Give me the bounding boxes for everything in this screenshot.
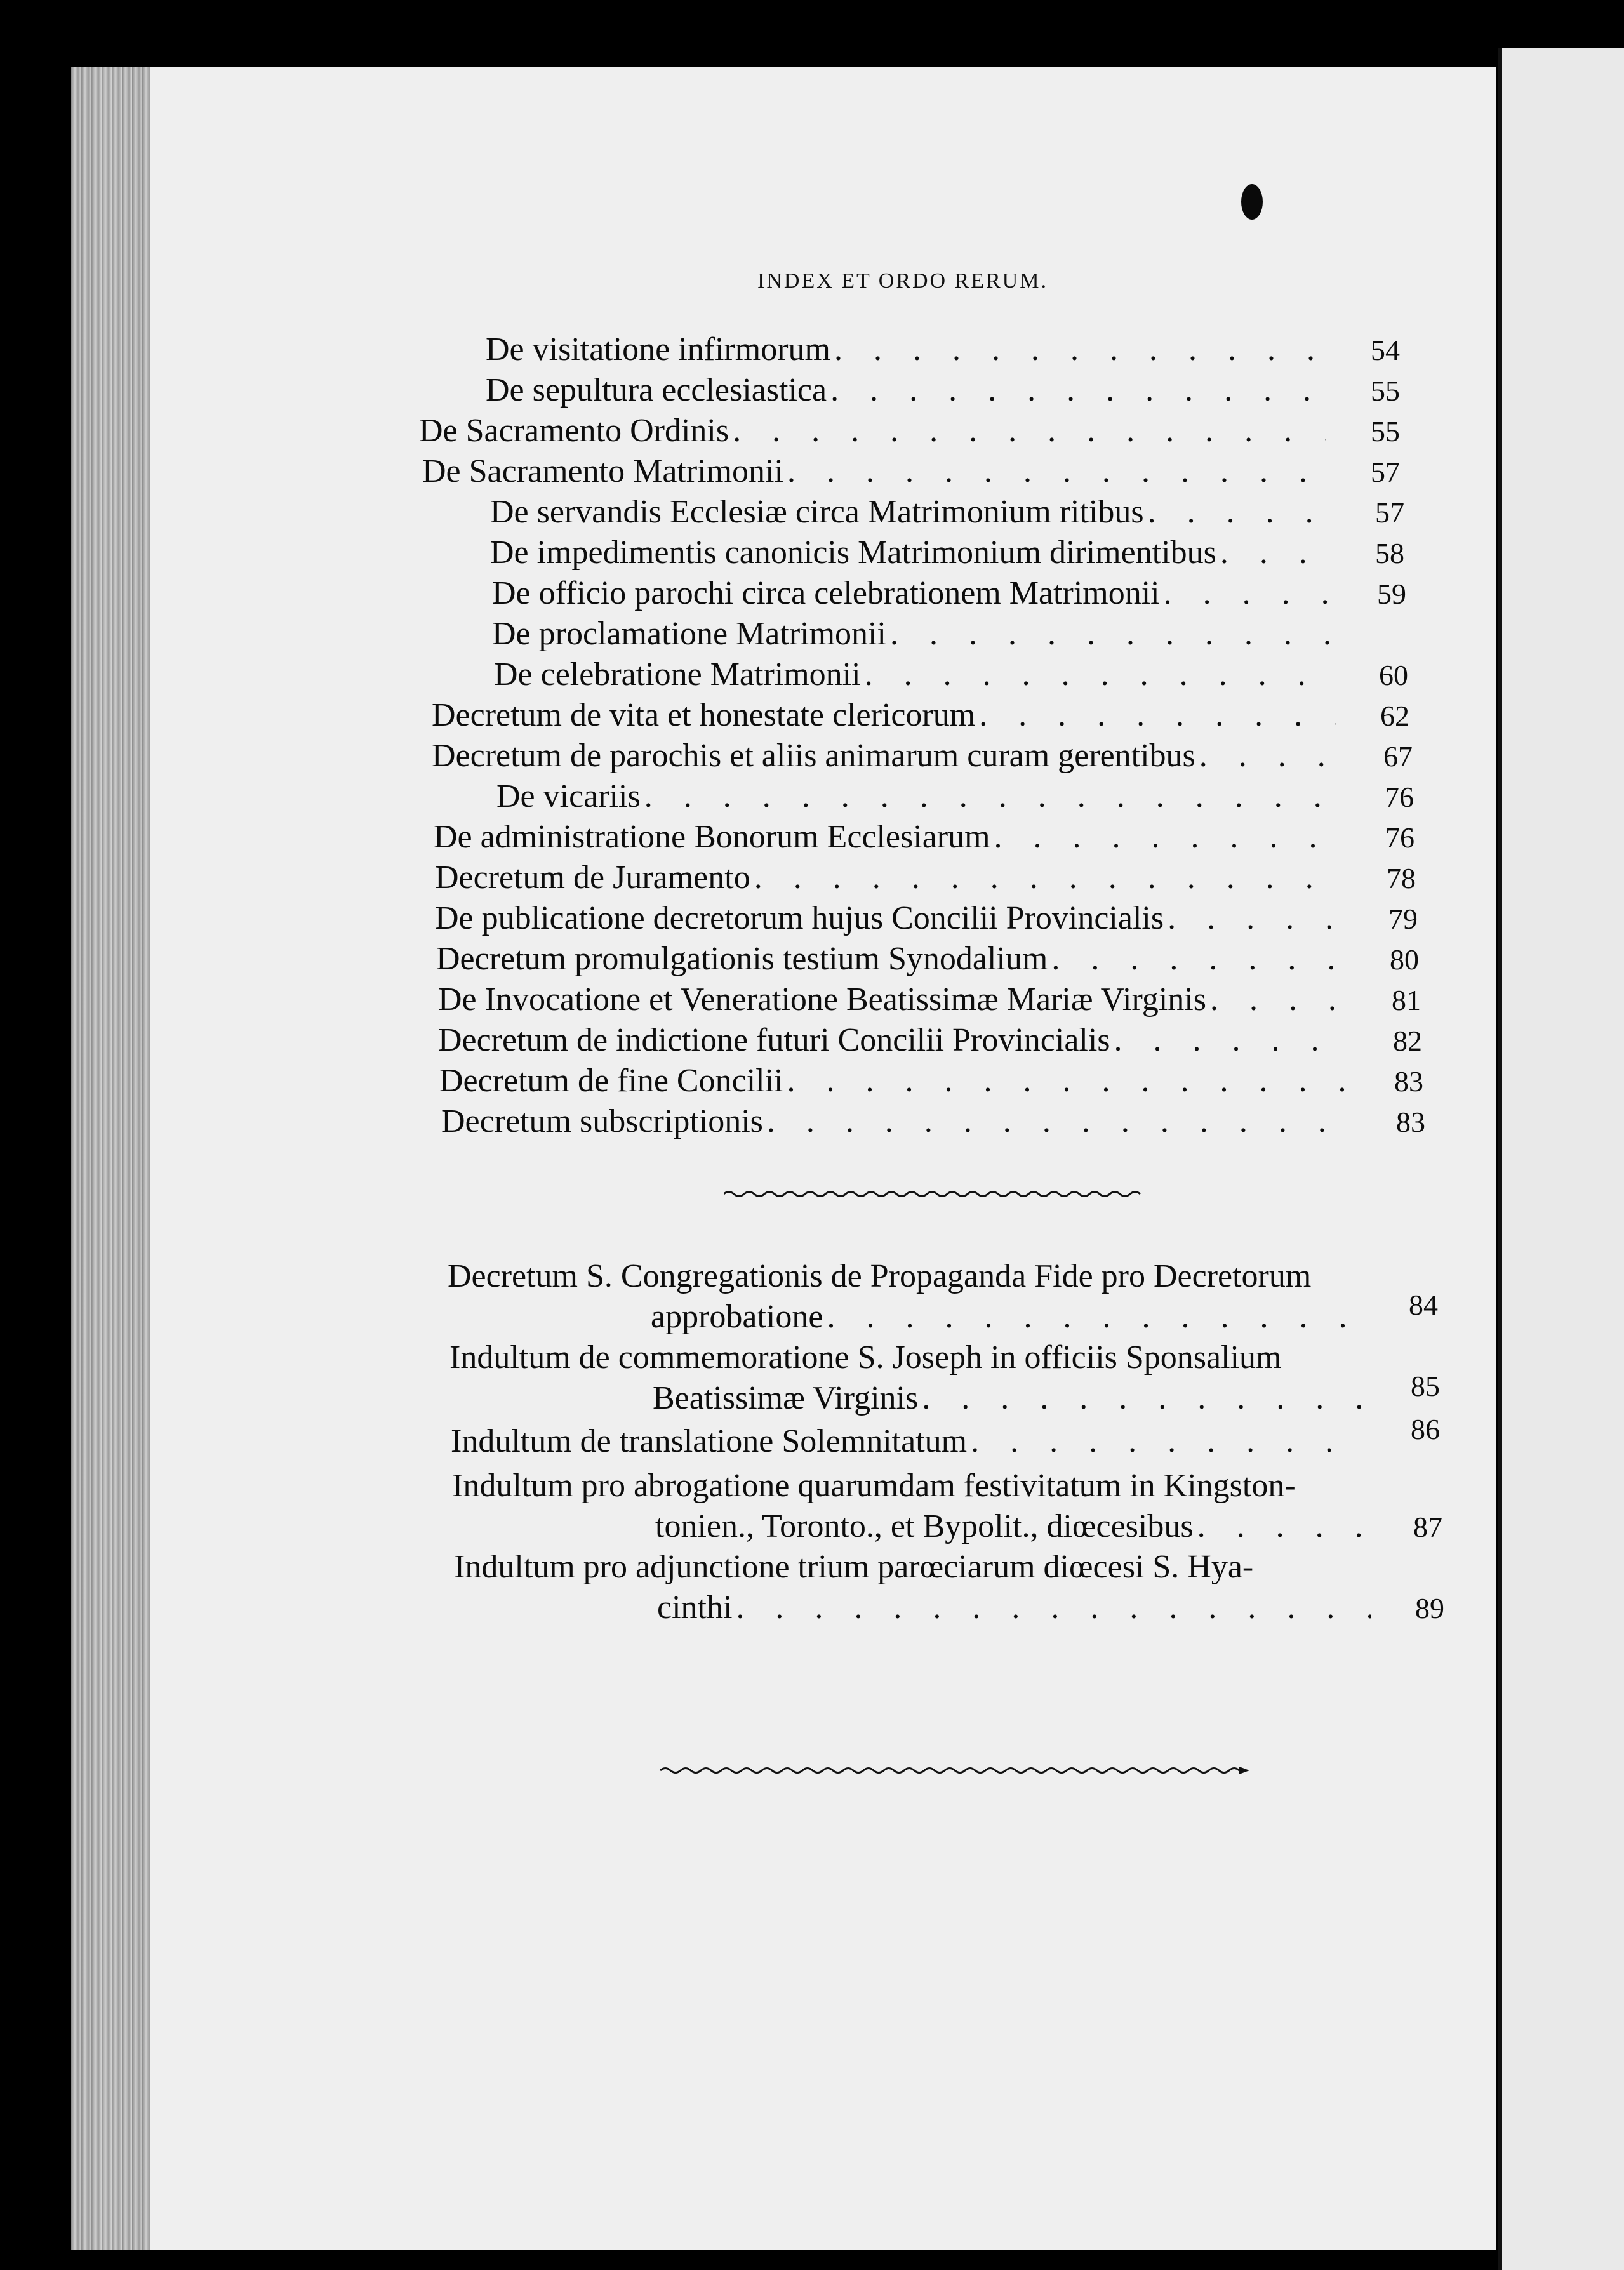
entry-page: 55 <box>1371 415 1400 448</box>
entry-page: 58 <box>1375 537 1404 569</box>
appendix-entry <box>651 1289 1438 1337</box>
index-entry <box>432 696 1409 736</box>
entry-page: 83 <box>1394 1065 1423 1098</box>
entry-page: 55 <box>1371 375 1400 407</box>
entry-label: tonien., Toronto., et Bypolit., diœcesibus <box>655 1508 1194 1544</box>
index-entry <box>494 655 1408 695</box>
dot-leader <box>890 614 1339 654</box>
dot-leader <box>736 1588 1371 1628</box>
entry-label: De administratione Bonorum Ecclesiarum <box>434 819 990 855</box>
entry-page: 57 <box>1371 456 1400 488</box>
entry-page: 76 <box>1385 821 1414 854</box>
dot-leader <box>1114 1021 1348 1060</box>
entry-page: 59 <box>1377 578 1406 610</box>
entry-label: Decretum subscriptionis <box>441 1103 763 1139</box>
entry-label: Decretum de indictione futuri Concilii Provincialis <box>438 1022 1110 1058</box>
appendix-entry <box>655 1507 1442 1547</box>
appendix-entry-line1: Indultum de commemoratione S. Joseph in officiis Sponsalium <box>449 1339 1282 1376</box>
dot-leader <box>1051 939 1345 979</box>
appendix-entry-line1: Indultum pro adjunctione trium parœciarum diœcesi S. Hya- <box>454 1549 1254 1585</box>
index-entry <box>490 493 1404 533</box>
index-entry <box>438 980 1421 1020</box>
index-entry <box>496 777 1414 817</box>
entry-label: De servandis Ecclesiæ circa Matrimonium ritibus <box>490 494 1144 530</box>
index-entry <box>438 1021 1422 1061</box>
entry-label: De Sacramento Ordinis <box>419 413 729 449</box>
entry-page: 79 <box>1388 903 1418 935</box>
entry-label: cinthi <box>657 1590 733 1626</box>
appendix-entry <box>451 1413 1440 1462</box>
dot-leader <box>1199 736 1339 776</box>
entry-label: De celebratione Matrimonii <box>494 656 861 693</box>
entry-page: 89 <box>1415 1592 1444 1624</box>
entry-page: 60 <box>1379 659 1408 691</box>
entry-page: 86 <box>1411 1413 1440 1445</box>
entry-label: De officio parochi circa celebrationem Matrimonii <box>492 575 1160 611</box>
dot-leader <box>1210 980 1347 1019</box>
entry-page: 62 <box>1380 700 1409 732</box>
index-entry <box>486 371 1400 411</box>
dot-leader <box>1148 493 1331 532</box>
dot-leader <box>1164 574 1333 613</box>
index-entry <box>490 533 1404 573</box>
index-entry <box>441 1102 1425 1142</box>
entry-label: Decretum de Juramento <box>435 860 750 896</box>
entry-page: 83 <box>1396 1106 1425 1138</box>
entry-label: De sepultura ecclesiastica <box>486 372 827 408</box>
dot-leader <box>994 818 1341 857</box>
entry-page: 82 <box>1393 1025 1422 1057</box>
appendix-entry-line1: Indultum pro abrogatione quarumdam festivitatum in Kingston- <box>452 1468 1296 1504</box>
index-entry <box>436 939 1419 979</box>
entry-label: Decretum de fine Concilii <box>439 1063 783 1099</box>
adjacent-page <box>1498 48 1624 2270</box>
entry-label: De impedimentis canonicis Matrimonium dirimentibus <box>490 534 1216 571</box>
entry-label: De visitatione infirmorum <box>486 331 831 368</box>
entry-page: 76 <box>1385 781 1414 813</box>
decorative-rule <box>660 1765 1251 1776</box>
entry-label: De proclamatione Matrimonii <box>492 616 886 652</box>
dot-leader <box>971 1422 1366 1461</box>
index-entry <box>432 736 1413 776</box>
entry-label: De Invocatione et Veneratione Beatissimæ Mariæ Virginis <box>438 981 1206 1018</box>
entry-label: De Sacramento Matrimonii <box>422 453 783 489</box>
appendix-entry <box>653 1370 1440 1419</box>
entry-label: De publicatione decretorum hujus Concilii Provincialis <box>435 900 1164 936</box>
entry-page: 78 <box>1387 862 1416 894</box>
dot-leader <box>865 655 1334 694</box>
dot-leader <box>830 371 1326 410</box>
dot-leader <box>1197 1507 1369 1546</box>
entry-label: Indultum de translatione Solemnitatum <box>451 1423 968 1459</box>
appendix-entry-line1: Decretum S. Congregationis de Propaganda Fide pro Decretorum <box>448 1258 1312 1294</box>
dot-leader <box>754 858 1342 898</box>
entry-label: Decretum de vita et honestate clericorum <box>432 697 976 733</box>
dot-leader <box>827 1298 1364 1337</box>
entry-page: 85 <box>1411 1370 1440 1402</box>
entry-label: De vicariis <box>496 778 641 814</box>
index-entry <box>435 858 1416 898</box>
dot-leader <box>1168 899 1344 938</box>
entry-label: Decretum promulgationis testium Synodalium <box>436 941 1048 977</box>
index-entry <box>492 614 1343 654</box>
ink-spot <box>1241 184 1263 220</box>
index-entry <box>434 818 1414 858</box>
dot-leader <box>922 1379 1366 1418</box>
entry-page: 80 <box>1390 943 1419 976</box>
entry-page: 84 <box>1409 1289 1438 1321</box>
index-entry <box>439 1061 1423 1101</box>
entry-page: 57 <box>1375 496 1404 529</box>
index-entry <box>422 452 1400 492</box>
dot-leader <box>1220 533 1331 573</box>
index-entry <box>492 574 1406 614</box>
dot-leader <box>979 696 1336 735</box>
entry-page: 81 <box>1392 984 1421 1016</box>
entry-page: 67 <box>1383 740 1413 773</box>
dot-leader <box>787 1061 1350 1101</box>
dot-leader <box>787 452 1326 491</box>
entry-label: Decretum de parochis et aliis animarum curam gerentibus <box>432 738 1195 774</box>
dot-leader <box>733 411 1326 451</box>
index-entry <box>435 899 1418 939</box>
page-edge-shadow <box>71 67 150 2250</box>
index-entry <box>486 330 1400 370</box>
running-head: INDEX ET ORDO RERUM. <box>757 269 1048 293</box>
dot-leader <box>834 330 1326 369</box>
dot-leader <box>644 777 1340 816</box>
decorative-rule <box>724 1188 1143 1200</box>
appendix-entry <box>657 1588 1444 1628</box>
entry-page: 54 <box>1371 334 1400 366</box>
entry-label: Beatissimæ Virginis <box>653 1380 919 1416</box>
dot-leader <box>767 1102 1352 1141</box>
index-entry <box>419 411 1400 451</box>
entry-label: approbatione <box>651 1299 823 1335</box>
entry-page: 87 <box>1413 1511 1442 1543</box>
